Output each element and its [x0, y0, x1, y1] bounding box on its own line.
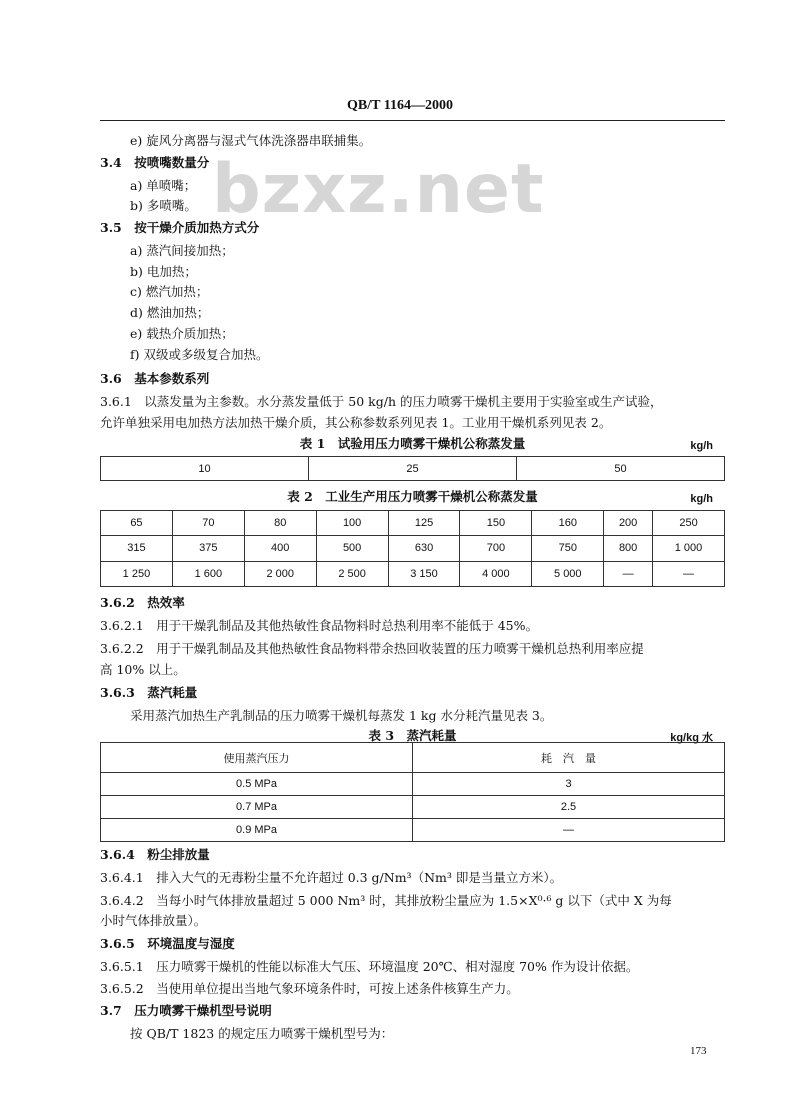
- text-line: 3.6.2.1 用于干燥乳制品及其他热敏性食品物料时总热利用率不能低于 45%。: [100, 618, 538, 633]
- table-row: [101, 511, 725, 536]
- page-header: QB/T 1164—2000: [347, 98, 453, 113]
- table2-cell: 375: [172, 536, 244, 561]
- table2-cell: 100: [316, 511, 388, 536]
- table2-cell: 65: [101, 511, 173, 536]
- table1-caption: 表 1 试验用压力喷雾干燥机公称蒸发量: [299, 436, 526, 451]
- text-line: a) 蒸汽间接加热；: [130, 243, 234, 258]
- table1-cell: 50: [517, 457, 725, 481]
- text-line: 采用蒸汽加热生产乳制品的压力喷雾干燥机每蒸发 1 kg 水分耗汽量见表 3。: [130, 708, 553, 723]
- text-line: 3.6.4.2 当每小时气体排放量超过 5 000 Nm³ 时，其排放粉尘量应为 1.5×X⁰·⁶ g 以下（式中 X 为每: [100, 893, 672, 908]
- section-heading: 3.6.4 粉尘排放量: [100, 847, 210, 862]
- table2-cell: 500: [316, 536, 388, 561]
- page-number: 173: [690, 1045, 707, 1057]
- table2-cell: 700: [460, 536, 532, 561]
- table2-cell: 2 500: [316, 561, 388, 586]
- table2-caption-row: [100, 488, 725, 506]
- table1-cell: 25: [309, 457, 517, 481]
- table2-cell: 250: [653, 511, 725, 536]
- section-heading: 3.5 按干燥介质加热方式分: [100, 220, 260, 235]
- text-line: 按 QB/T 1823 的规定压力喷雾干燥机型号为：: [130, 1026, 394, 1041]
- table3-cell: 0.7 MPa: [101, 796, 413, 819]
- table3-cell: —: [413, 818, 725, 841]
- table2-cell: 2 000: [244, 561, 316, 586]
- table2-cell: 70: [172, 511, 244, 536]
- table1-unit: kg/h: [690, 440, 713, 452]
- text-line: 高 10% 以上。: [100, 662, 186, 677]
- table2: [100, 510, 725, 587]
- table-row: [101, 773, 725, 796]
- text-line: b) 多喷嘴。: [130, 198, 197, 213]
- table2-cell: 160: [532, 511, 604, 536]
- text-line: 3.6.2.2 用于干燥乳制品及其他热敏性食品物料带余热回收装置的压力喷雾干燥机总热利用率应提: [100, 641, 644, 656]
- table-row: [101, 818, 725, 841]
- text-line: 3.6.4.1 排入大气的无毒粉尘量不允许超过 0.3 g/Nm³（Nm³ 即是当量立方米）。: [100, 870, 563, 885]
- table2-cell: 750: [532, 536, 604, 561]
- table-row: [101, 561, 725, 586]
- text-line: e) 载热介质加热；: [130, 326, 234, 341]
- table2-cell: 630: [388, 536, 460, 561]
- table-row: [101, 536, 725, 561]
- table2-cell: —: [653, 561, 725, 586]
- table2-cell: 1 000: [653, 536, 725, 561]
- text-line: a) 单喷嘴；: [130, 178, 197, 193]
- table2-cell: 150: [460, 511, 532, 536]
- header-rule: [100, 120, 725, 121]
- text-line: b) 电加热；: [130, 264, 197, 279]
- table2-cell: —: [604, 561, 653, 586]
- table-header-row: [101, 743, 725, 773]
- table1-caption-row: [100, 435, 725, 453]
- table2-cell: 400: [244, 536, 316, 561]
- table2-cell: 4 000: [460, 561, 532, 586]
- table3-header: 耗 汽 量: [413, 743, 725, 773]
- table2-cell: 1 250: [101, 561, 173, 586]
- table2-cell: 1 600: [172, 561, 244, 586]
- table1: [100, 456, 725, 481]
- text-line: 3.6.5.1 压力喷雾干燥机的性能以标准大气压、环境温度 20℃、相对湿度 70% 作为设计依据。: [100, 959, 639, 974]
- table3: [100, 742, 725, 842]
- section-heading: 3.6 基本参数系列: [100, 371, 210, 386]
- table2-cell: 200: [604, 511, 653, 536]
- table3-cell: 0.5 MPa: [101, 773, 413, 796]
- table3-unit: kg/kg 水: [670, 732, 713, 744]
- table2-cell: 315: [101, 536, 173, 561]
- table3-header: 使用蒸汽压力: [101, 743, 413, 773]
- text-line: 3.6.1 以蒸发量为主参数。水分蒸发量低于 50 kg/h 的压力喷雾干燥机主要用于实验室或生产试验，: [100, 394, 663, 409]
- text-line: d) 燃油加热；: [130, 305, 210, 320]
- text-line: c) 燃汽加热；: [130, 284, 209, 299]
- section-heading: 3.6.5 环境温度与湿度: [100, 936, 235, 951]
- text-line: 小时气体排放量）。: [100, 913, 207, 928]
- section-heading: 3.6.2 热效率: [100, 595, 185, 610]
- section-heading: 3.4 按喷嘴数量分: [100, 155, 210, 170]
- table3-cell: 3: [413, 773, 725, 796]
- table2-cell: 5 000: [532, 561, 604, 586]
- table2-cell: 800: [604, 536, 653, 561]
- table2-cell: 80: [244, 511, 316, 536]
- text-line: 3.6.5.2 当使用单位提出当地气象环境条件时，可按上述条件核算生产力。: [100, 981, 519, 996]
- table2-cell: 125: [388, 511, 460, 536]
- table3-caption: 表 3 蒸汽耗量: [368, 728, 457, 743]
- table2-caption: 表 2 工业生产用压力喷雾干燥机公称蒸发量: [287, 489, 538, 504]
- table1-cell: 10: [101, 457, 309, 481]
- table3-cell: 0.9 MPa: [101, 818, 413, 841]
- table-row: [101, 796, 725, 819]
- text-line: e) 旋风分离器与湿式气体洗涤器串联捕集。: [130, 133, 372, 148]
- section-heading: 3.7 压力喷雾干燥机型号说明: [100, 1003, 272, 1018]
- section-heading: 3.6.3 蒸汽耗量: [100, 685, 198, 700]
- table2-cell: 3 150: [388, 561, 460, 586]
- table3-cell: 2.5: [413, 796, 725, 819]
- watermark: bzxz.net: [212, 150, 545, 229]
- text-line: f) 双级或多级复合加热。: [130, 347, 269, 362]
- text-line: 允许单独采用电加热方法加热干燥介质，其公称参数系列见表 1。工业用干燥机系列见表 2。: [100, 415, 612, 430]
- table2-unit: kg/h: [690, 493, 713, 505]
